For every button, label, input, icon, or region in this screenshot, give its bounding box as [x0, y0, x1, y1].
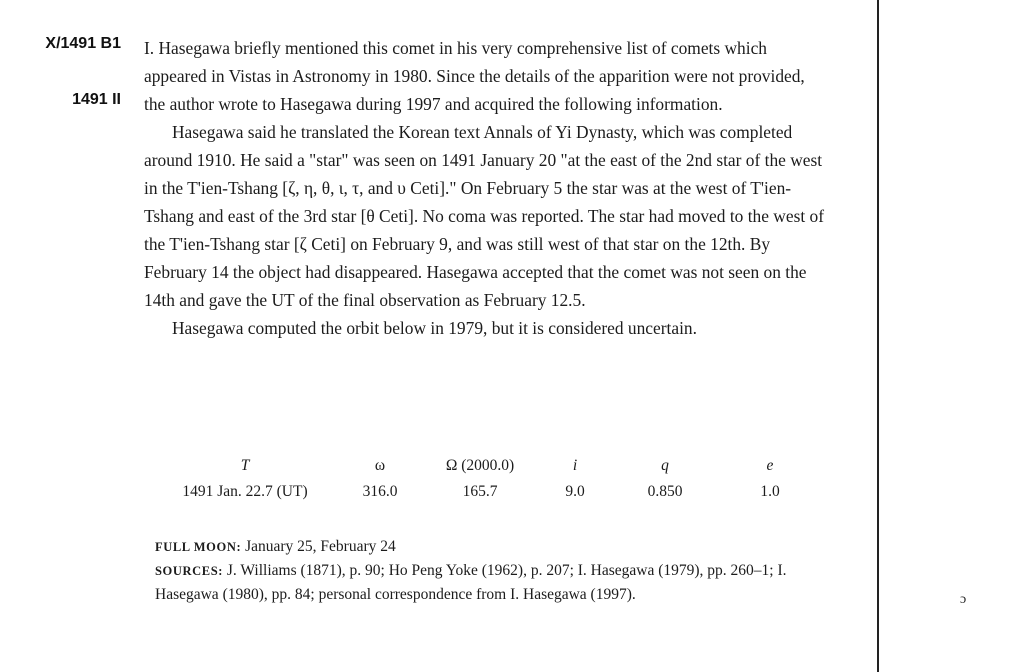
header-perihelion-distance: q [661, 456, 669, 474]
sources-note [155, 559, 825, 607]
header-node: Ω (2000.0) [445, 456, 515, 474]
value-perihelion-distance: 0.850 [647, 483, 683, 500]
header-perihelion-time: T [240, 456, 250, 474]
notes-section [155, 535, 825, 607]
full-moon-note [155, 535, 825, 559]
full-moon-text: January 25, February 24 [245, 538, 396, 555]
sources-text: J. Williams (1871), p. 90; Ho Peng Yoke (1962), p. 207; I. Hasegawa (1979), pp. 260–1; I. Hasegawa (1980), pp. 84; personal correspondence from I. Hasegawa (1997). [155, 562, 787, 603]
orbit-table [150, 452, 820, 505]
full-moon-label: FULL MOON: [155, 540, 242, 554]
orbit-header-row [150, 452, 820, 479]
paragraph-observations: Hasegawa said he translated the Korean text Annals of Yi Dynasty, which was completed around 1910. He said a "star" was seen on 1491 January 20 "at the east of the 2nd star of the west in the T'ien-Tshang [ζ, η, θ, ι, τ, and υ Ceti]." On February 5 the star was at the west of T'ien-Tshang and east of the 3rd star [θ Ceti]. No coma was reported. The star had moved to the west of the T'ien-Tshang star [ζ Ceti] on February 9, and was still west of that star on the 12th. By February 14 the object had disappeared. Hasegawa accepted that the comet was not seen on the 14th and gave the UT of the final observation as February 12.5. [144, 122, 825, 310]
header-inclination: i [572, 456, 578, 474]
paragraph-orbit-note: Hasegawa computed the orbit below in 1979, but it is considered uncertain. [172, 318, 697, 338]
header-omega: ω [374, 456, 386, 474]
value-inclination: 9.0 [565, 483, 585, 500]
sources-label: SOURCES: [155, 564, 224, 578]
comet-designation: X/1491 B1 [45, 35, 121, 52]
comet-roman-designation: 1491 II [72, 91, 121, 108]
body-text [144, 34, 824, 342]
value-eccentricity: 1.0 [760, 483, 780, 500]
paragraph-intro: I. Hasegawa briefly mentioned this comet in his very comprehensive list of comets which appeared in Vistas in Astronomy in 1980. Since the details of the apparition were not provided, the author wrote to Hasegawa during 1997 and acquired the following information. [144, 38, 805, 114]
value-omega: 316.0 [362, 483, 398, 500]
header-eccentricity: e [766, 456, 774, 474]
orbit-data-row [150, 479, 820, 505]
value-node: 165.7 [462, 483, 498, 500]
value-perihelion-time: 1491 Jan. 22.7 (UT) [182, 483, 308, 500]
page-edge-rule [877, 0, 879, 672]
margin-mark: ɔ [960, 592, 967, 607]
